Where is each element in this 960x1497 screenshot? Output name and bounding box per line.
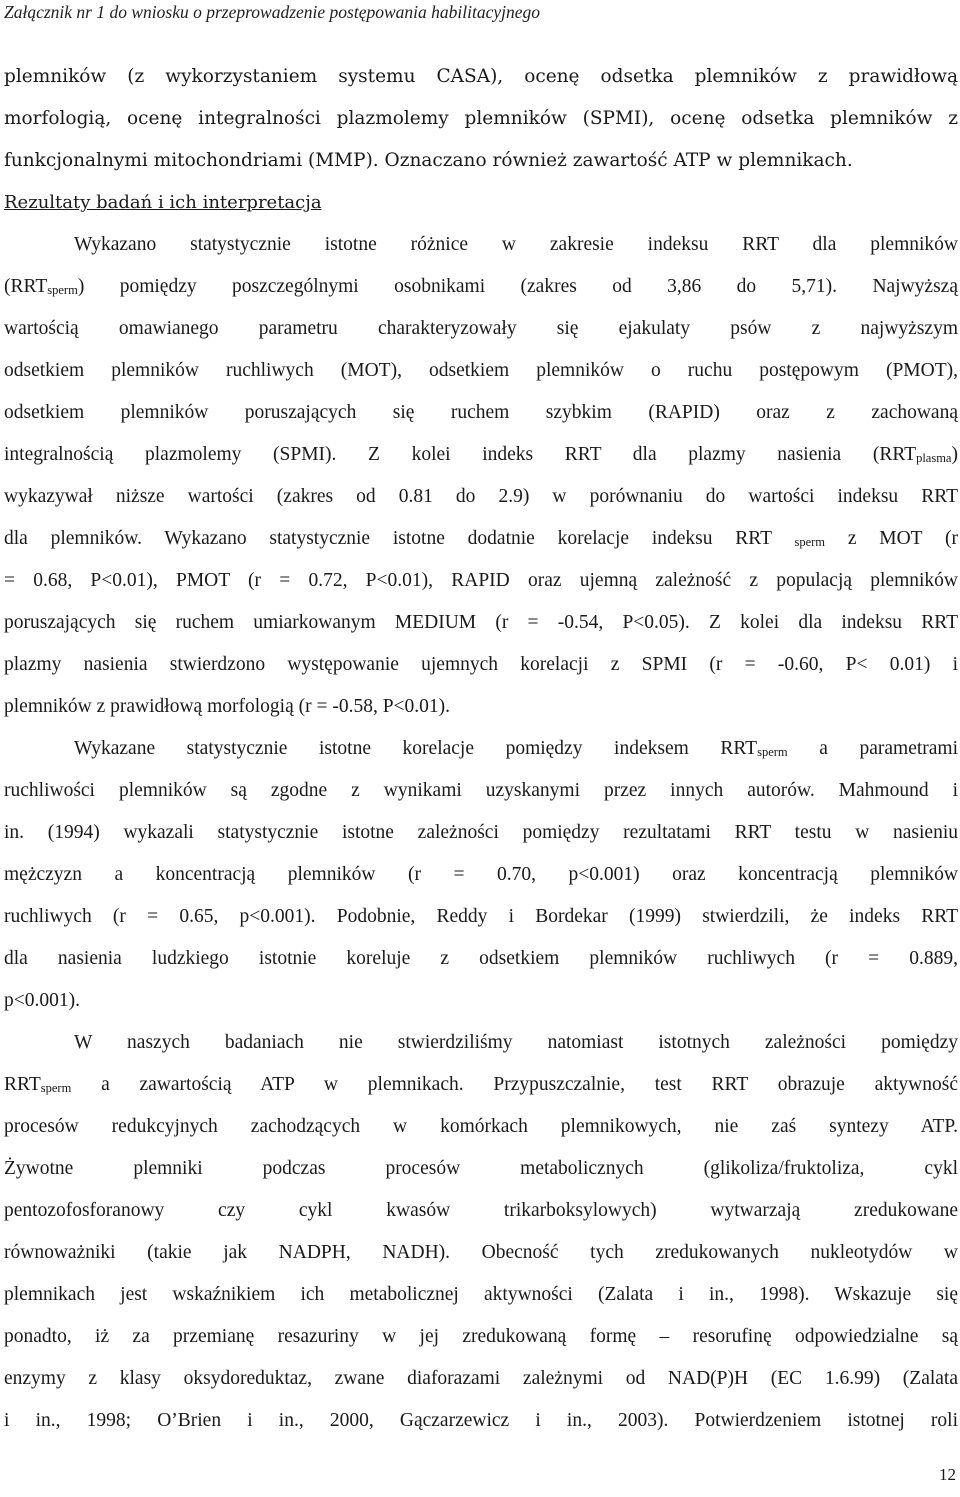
subscript: sperm <box>40 1081 72 1095</box>
text-run: wartością omawianego parametru charakteryzowały się ejakulaty psów z najwyższym <box>4 318 958 339</box>
text-line <box>4 650 958 680</box>
subscript: plasma <box>916 451 952 465</box>
section-heading <box>4 188 958 218</box>
text-line <box>4 986 958 1016</box>
text-run: enzymy z klasy oksydoreduktaz, zwane diaforazami zależnymi od NAD(P)H (EC 1.6.99) (Zalata <box>4 1368 958 1389</box>
text-line <box>4 776 958 806</box>
text-line <box>4 902 958 932</box>
text-run: Żywotne plemniki podczas procesów metabolicznych (glikoliza/fruktoliza, cykl <box>4 1158 958 1179</box>
text-line <box>4 62 958 92</box>
text-line <box>4 104 958 134</box>
text-run: = 0.68, P<0.01), PMOT (r = 0.72, P<0.01), RAPID oraz ujemną zależność z populacją plemników <box>4 570 958 591</box>
document-header: Załącznik nr 1 do wniosku o przeprowadzenie postępowania habilitacyjnego <box>4 2 540 22</box>
text-run: plemnikach jest wskaźnikiem ich metabolicznej aktywności (Zalata i in., 1998). Wskazuje się <box>4 1284 958 1305</box>
text-line <box>4 608 958 638</box>
text-run: równoważniki (takie jak NADPH, NADH). Obecność tych zredukowanych nukleotydów w <box>4 1242 958 1263</box>
text-run: ruchliwości plemników są zgodne z wynikami uzyskanymi przez innych autorów. Mahmound i <box>4 780 958 801</box>
text-line <box>4 818 958 848</box>
text-line <box>4 1364 958 1394</box>
text-run: (RRT <box>4 276 48 297</box>
text-run: Wykazano statystycznie istotne różnice w zakresie indeksu RRT dla plemników <box>74 234 958 255</box>
text-line <box>4 1280 958 1310</box>
text-run: Wykazane statystycznie istotne korelacje pomiędzy indeksem RRT <box>74 738 758 759</box>
text-line <box>4 314 958 344</box>
text-line <box>4 230 958 260</box>
subscript: sperm <box>757 745 788 759</box>
text-run: p<0.001). <box>4 990 80 1011</box>
text-run: wykazywał niższe wartości (zakres od 0.81 do 2.9) w porównaniu do wartości indeksu RRT <box>4 486 958 507</box>
text-run: mężczyzn a koncentracją plemników (r = 0.70, p<0.001) oraz koncentracją plemników <box>4 864 958 885</box>
text-run: plemników z prawidłową morfologią (r = -0.58, P<0.01). <box>4 696 451 717</box>
subscript: sperm <box>47 283 78 297</box>
text-line <box>4 356 958 386</box>
text-run: dla nasienia ludzkiego istotnie koreluje z odsetkiem plemników ruchliwych (r = 0.889, <box>4 948 958 969</box>
text-run: odsetkiem plemników ruchliwych (MOT), odsetkiem plemników o ruchu postępowym (PMOT), <box>4 360 958 381</box>
text-line <box>4 482 958 512</box>
text-line <box>4 1154 958 1184</box>
subscript: sperm <box>794 535 826 549</box>
text-run: morfologią, ocenę integralności plazmolemy plemników (SPMI), ocenę odsetka plemników z <box>4 108 958 129</box>
text-run: pentozofosforanowy czy cykl kwasów trikarboksylowych) wytwarzają zredukowane <box>4 1200 958 1221</box>
text-line <box>4 146 958 176</box>
text-run: ) pomiędzy poszczególnymi osobnikami (zakres od 3,86 do 5,71). Najwyższą <box>77 276 958 297</box>
text-line <box>4 1028 958 1058</box>
text-run: a zawartością ATP w plemnikach. Przypuszczalnie, test RRT obrazuje aktywność <box>71 1074 958 1095</box>
text-line <box>4 1322 958 1352</box>
text-line <box>4 1112 958 1142</box>
text-line <box>4 1238 958 1268</box>
text-run: funkcjonalnymi mitochondriami (MMP). Oznaczano również zawartość ATP w plemnikach. <box>4 150 853 171</box>
text-run: W naszych badaniach nie stwierdziliśmy natomiast istotnych zależności pomiędzy <box>74 1032 958 1053</box>
text-line <box>4 272 958 302</box>
text-line <box>4 692 958 722</box>
text-line <box>4 524 958 554</box>
text-run: odsetkiem plemników poruszających się ruchem szybkim (RAPID) oraz z zachowaną <box>4 402 958 423</box>
text-run: plemników (z wykorzystaniem systemu CASA), ocenę odsetka plemników z prawidłową <box>4 66 958 87</box>
text-run: z MOT (r <box>825 528 959 549</box>
text-run: dla plemników. Wykazano statystycznie istotne dodatnie korelacje indeksu RRT <box>4 528 795 549</box>
text-run: ) <box>951 444 958 465</box>
text-line <box>4 1196 958 1226</box>
text-line <box>4 734 958 764</box>
text-run: integralnością plazmolemy (SPMI). Z kolei indeks RRT dla plazmy nasienia (RRT <box>4 444 917 465</box>
text-run: ponadto, iż za przemianę resazuriny w jej zredukowaną formę – resorufinę odpowiedzialne są <box>4 1326 958 1347</box>
text-run: ruchliwych (r = 0.65, p<0.001). Podobnie, Reddy i Bordekar (1999) stwierdzili, że indeks RRT <box>4 906 958 927</box>
text-line <box>4 566 958 596</box>
text-line <box>4 440 958 470</box>
text-run: i in., 1998; O’Brien i in., 2000, Gączarzewicz i in., 2003). Potwierdzeniem istotnej roli <box>4 1410 958 1431</box>
page-number: 12 <box>939 1465 956 1484</box>
text-line <box>4 860 958 890</box>
text-run: a parametrami <box>787 738 959 759</box>
text-line <box>4 1070 958 1100</box>
text-line <box>4 1406 958 1436</box>
text-run: procesów redukcyjnych zachodzących w komórkach plemnikowych, nie zaś syntezy ATP. <box>4 1116 958 1137</box>
text-run: Rezultaty badań i ich interpretacja <box>4 192 322 213</box>
text-line <box>4 398 958 428</box>
text-run: in. (1994) wykazali statystycznie istotne zależności pomiędzy rezultatami RRT testu w nasieniu <box>4 822 958 843</box>
text-run: RRT <box>4 1074 41 1095</box>
text-run: poruszających się ruchem umiarkowanym MEDIUM (r = -0.54, P<0.05). Z kolei dla indeksu RRT <box>4 612 958 633</box>
text-line <box>4 944 958 974</box>
text-run: plazmy nasienia stwierdzono występowanie ujemnych korelacji z SPMI (r = -0.60, P< 0.01) i <box>4 654 958 675</box>
